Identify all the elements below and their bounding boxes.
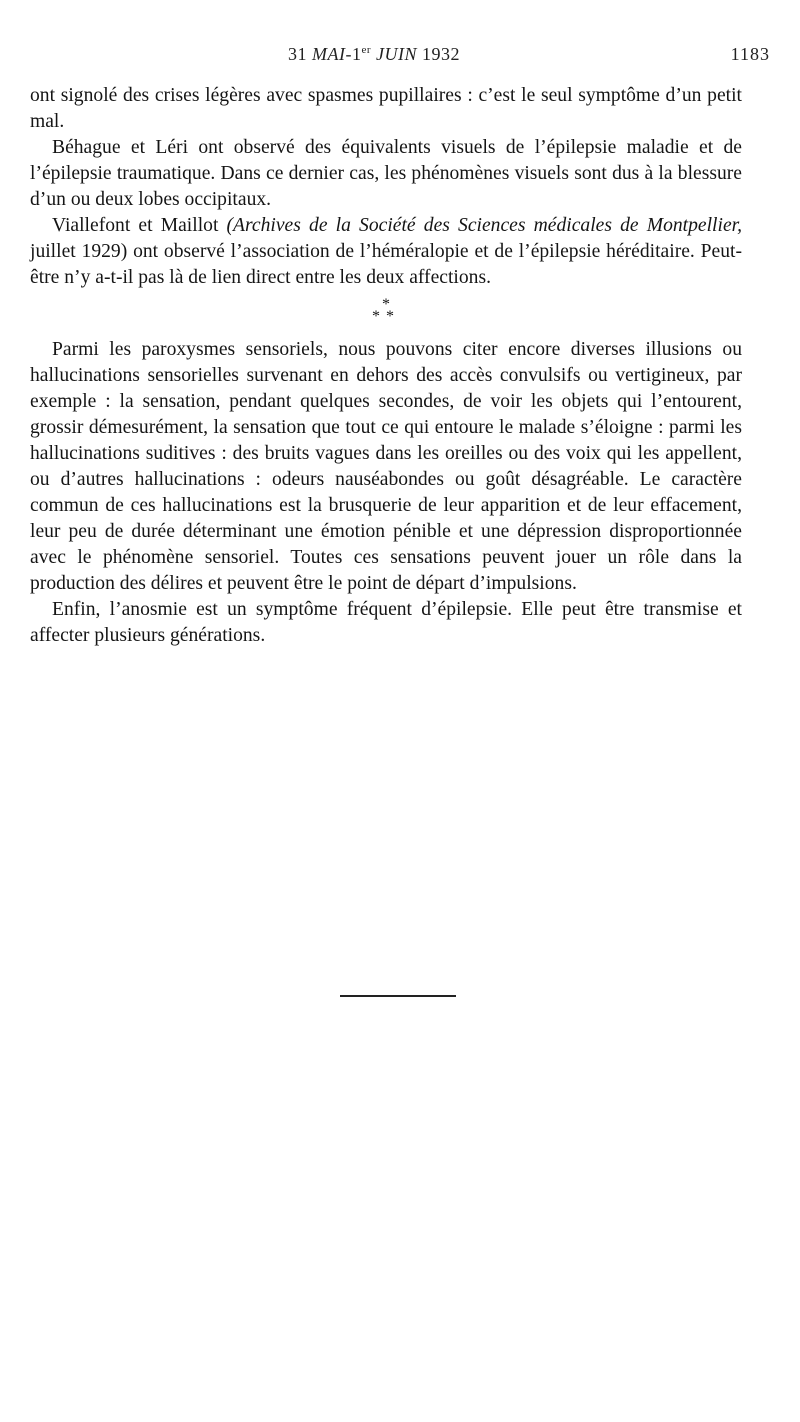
header-date: 31 MAI-1er JUIN 1932 <box>288 44 461 64</box>
paragraph-2: Béhague et Léri ont observé des équivalents visuels de l’épilepsie maladie et de l’épilepsie traumatique. Dans ce dernier cas, les phénomènes visuels sont dus à la blessure d’un ou deux lobes occipitaux. <box>30 137 742 210</box>
paragraph-5: Enfin, l’anosmie est un symptôme fréquent d’épilepsie. Elle peut être transmise et affecter plusieurs générations. <box>30 599 742 646</box>
paragraph-1: ont signolé des crises légères avec spasmes pupillaires : c’est le seul symptôme d’un petit mal. <box>30 85 742 132</box>
paragraph-3: Viallefont et Maillot (Archives de la Société des Sciences médicales de Montpellier, juillet 1929) ont observé l’association de l’héméralopie et de l’épilepsie héréditaire. Peut-être n’y a-t-il pas là de lien direct entre les deux affections. <box>30 215 742 288</box>
citation-italic: (Archives de la Société des Sciences médicales de Montpellier, <box>226 215 742 236</box>
section-break <box>30 291 742 337</box>
closing-rule <box>340 995 456 997</box>
page-number: 1183 <box>730 44 770 64</box>
paragraph-4: Parmi les paroxysmes sensoriels, nous pouvons citer encore diverses illusions ou hallucinations sensorielles survenant en dehors des accès convulsifs ou vertigineux, par exemple : la sensation, pendant quelques secondes, de voir les objets qui l’entourent, grossir démesurément, la sensation que tout ce qui entoure le malade s’éloigne : parmi les hallucinations suditives : des bruits vagues dans les oreilles ou des voix qui les appellent, ou d’autres hallucinations : odeurs nauséabondes ou goût désagréable. Le caractère commun de ces hallucinations est la brusquerie de leur apparition et de leur effacement, leur peu de durée déterminant une émotion pénible et une dépression disproportionnée avec le phénomène sensoriel. Toutes ces sensations peuvent jouer un rôle dans la production des délires et peuvent être le point de départ d’impulsions. <box>30 339 742 594</box>
article-body <box>30 83 742 649</box>
asterism: * ** <box>372 296 400 325</box>
running-header <box>30 44 770 68</box>
